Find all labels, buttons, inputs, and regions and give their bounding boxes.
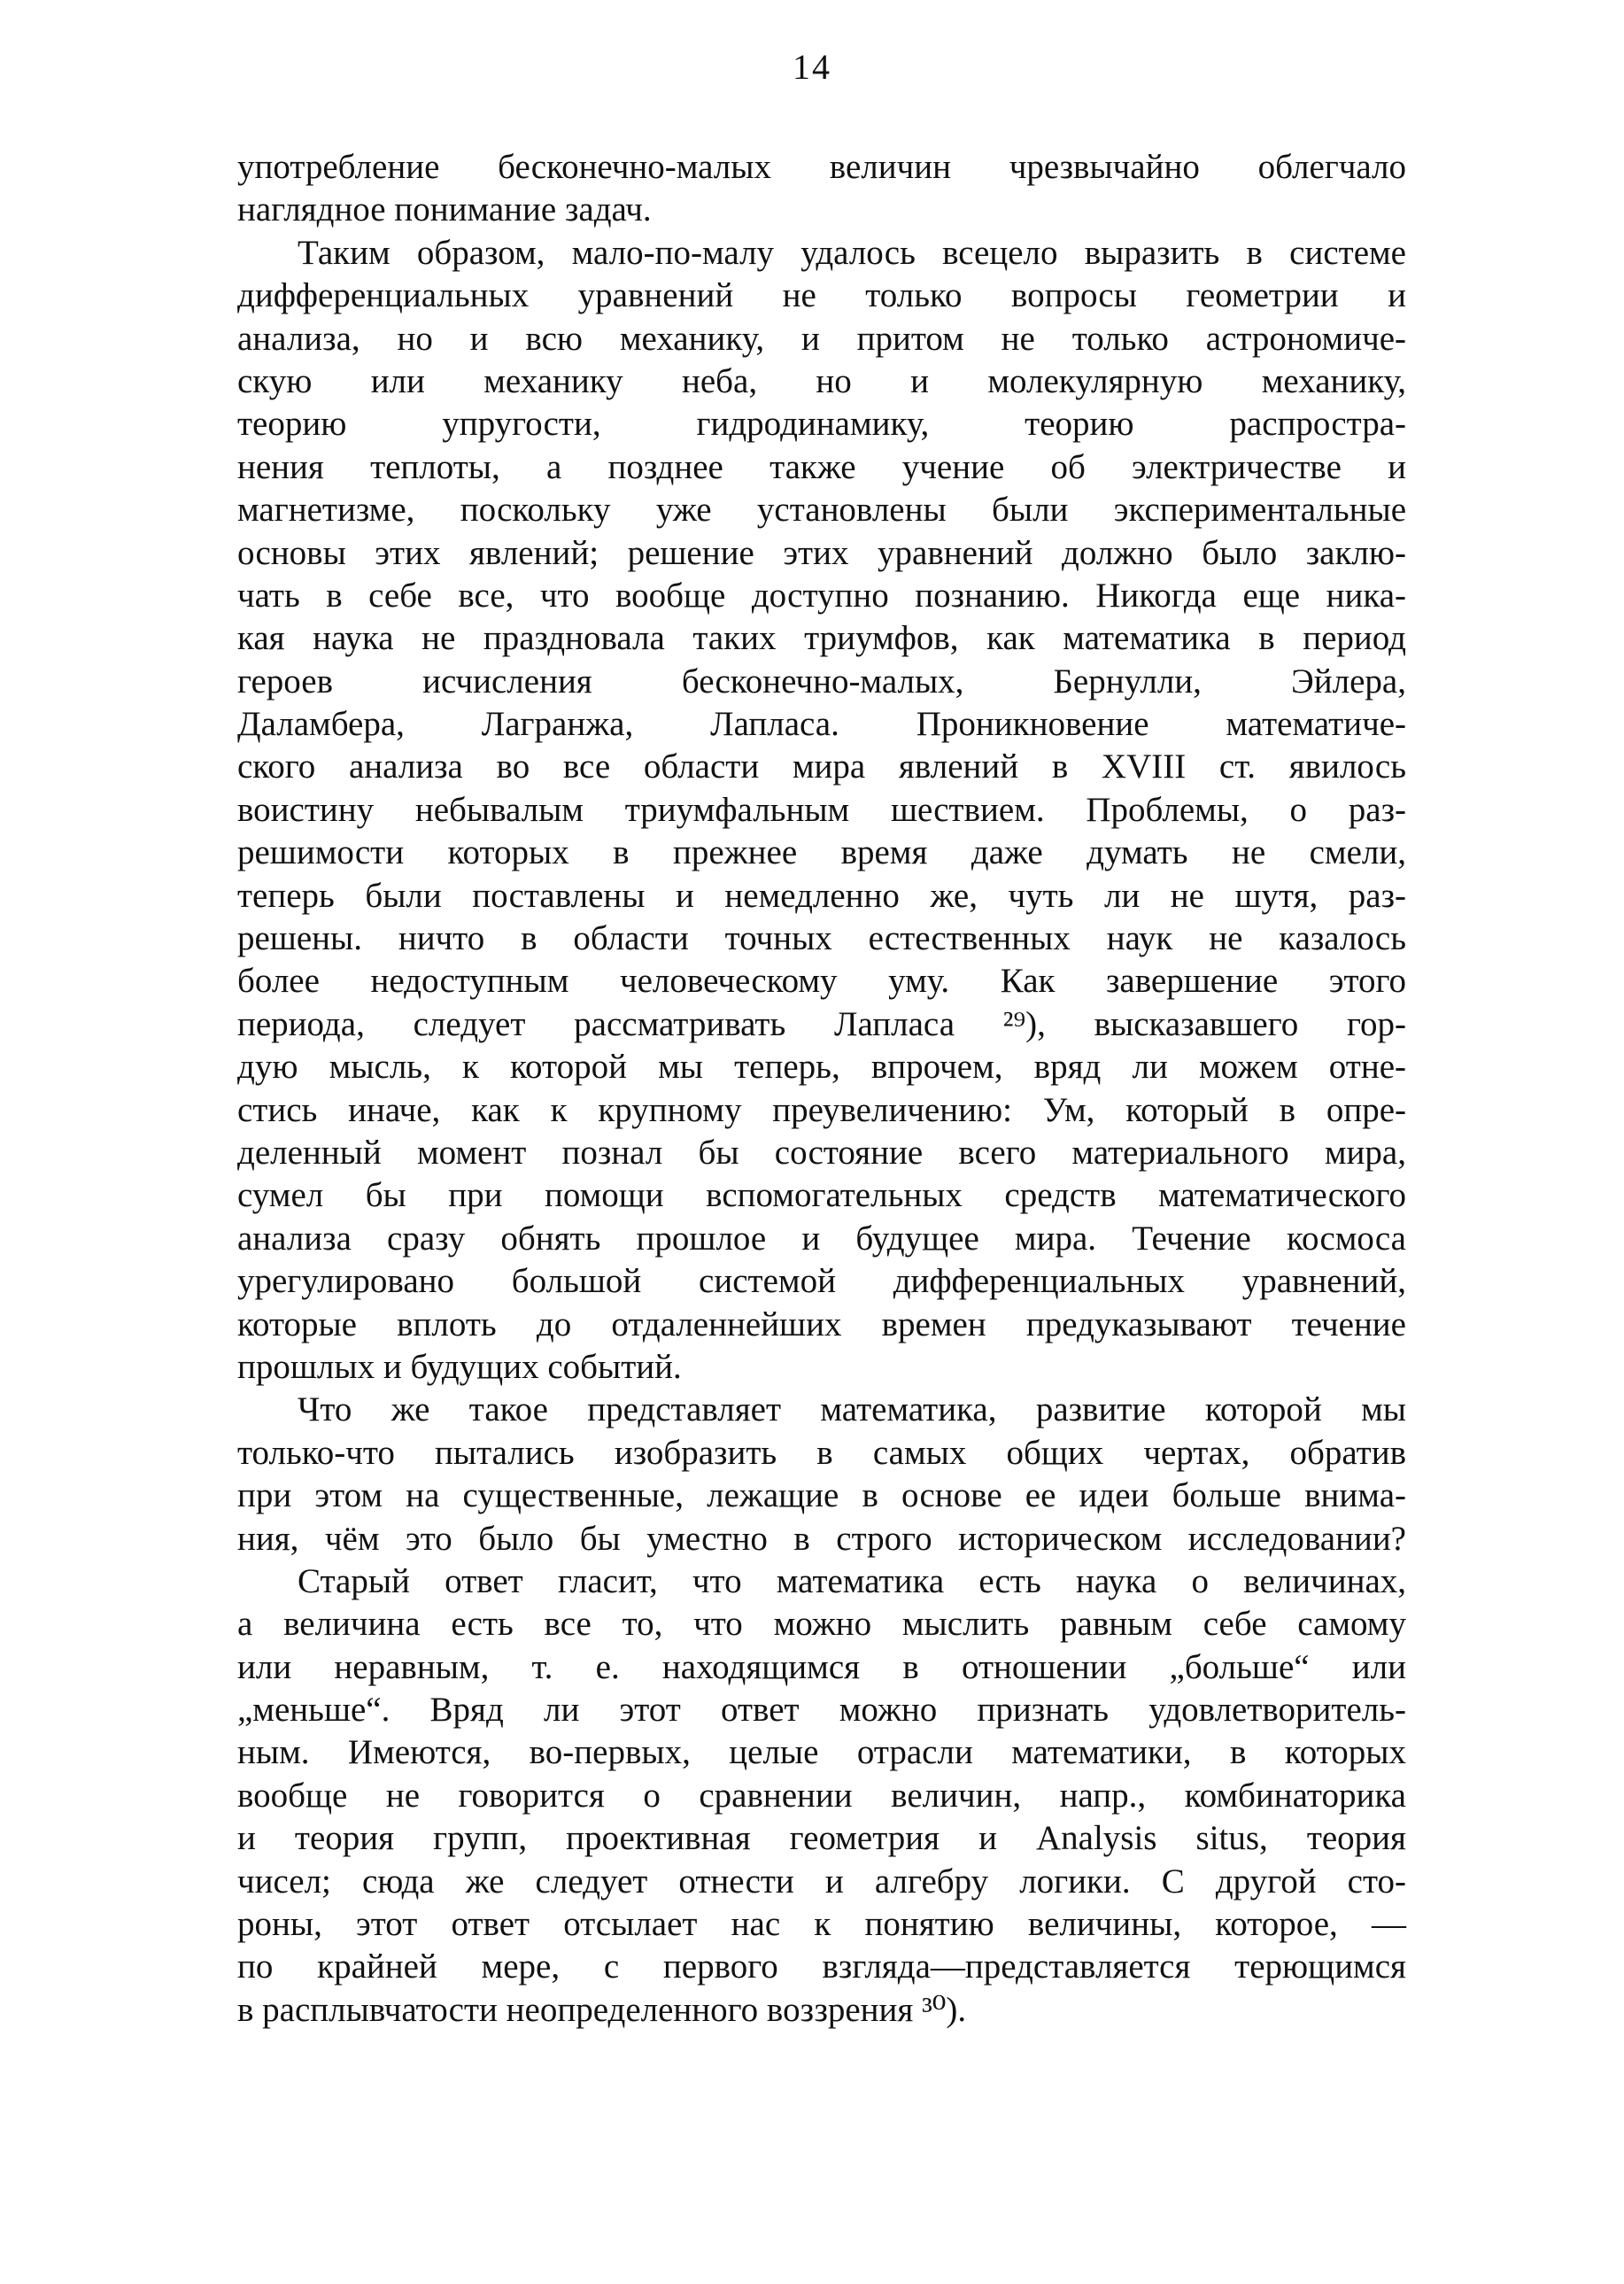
text-line: дифференциальных уравнений не только вопросы геометрии и [237, 276, 1406, 315]
text-line: скую или механику неба, но и молекулярную механику, [237, 361, 1406, 400]
text-line: нения теплоты, а позднее также учение об электричестве и [237, 447, 1406, 486]
text-line: при этом на существенные, лежащие в основе ее идеи больше внима- [237, 1476, 1406, 1515]
text-line: анализа, но и всю механику, и притом не только астрономиче- [237, 319, 1406, 358]
text-line: воистину небывалым триумфальным шествием. Проблемы, о раз- [237, 790, 1406, 829]
text-line: урегулировано большой системой дифференциальных уравнений, [237, 1262, 1406, 1301]
text-line: вообще не говорится о сравнении величин, напр., комбинаторика [237, 1776, 1406, 1815]
text-line: по крайней мере, с первого взгляда—представляется терющимся [237, 1947, 1406, 1986]
text-line: роны, этот ответ отсылает нас к понятию величины, которое, — [237, 1905, 1406, 1944]
text-line: наглядное понимание задач. [237, 190, 652, 229]
text-line: Даламбера, Лагранжа, Лапласа. Проникновение математиче- [237, 705, 1406, 744]
paragraph [237, 146, 1406, 232]
body-text [237, 146, 1406, 2032]
text-line: теорию упругости, гидродинамику, теорию распростра- [237, 405, 1406, 444]
text-line: только-что пытались изобразить в самых общих чертах, обратив [237, 1433, 1406, 1472]
text-line: чисел; сюда же следует отнести и алгебру логики. С другой сто- [237, 1862, 1406, 1901]
text-line: употребление бесконечно-малых величин чрезвычайно облегчало [237, 148, 1406, 186]
paragraph [237, 1389, 1406, 1560]
text-line: основы этих явлений; решение этих уравнений должно было заклю- [237, 533, 1406, 572]
text-line: Что же такое представляет математика, развитие которой мы [298, 1390, 1406, 1429]
text-line: а величина есть все то, что можно мыслить равным себе самому [237, 1605, 1406, 1644]
text-line: кая наука не праздновала таких триумфов, как математика в период [237, 619, 1406, 658]
text-line: в расплывчатости неопределенного воззрения ³⁰). [237, 1990, 967, 2029]
text-line: ным. Имеются, во-первых, целые отрасли математики, в которых [237, 1733, 1406, 1772]
text-line: магнетизме, поскольку уже установлены были экспериментальные [237, 491, 1406, 530]
text-line: решены. ничто в области точных естественных наук не казалось [237, 919, 1406, 958]
page-number: 14 [793, 47, 831, 87]
text-line: дую мысль, к которой мы теперь, впрочем, вряд ли можем отне- [237, 1048, 1406, 1087]
text-line: чать в себе все, что вообще доступно познанию. Никогда еще ника- [237, 576, 1406, 615]
text-line: которые вплоть до отдаленнейших времен предуказывают течение [237, 1305, 1406, 1343]
text-line: Старый ответ гласит, что математика есть наука о величинах, [298, 1561, 1406, 1600]
text-line: анализа сразу обнять прошлое и будущее мира. Течение космоса [237, 1219, 1406, 1258]
text-line: Таким образом, мало-по-малу удалось всецело выразить в системе [298, 233, 1406, 272]
text-line: и теория групп, проективная геометрия и Analysis situs, теория [237, 1819, 1406, 1858]
text-line: героев исчисления бесконечно-малых, Бернулли, Эйлера, [237, 662, 1406, 701]
text-line: теперь были поставлены и немедленно же, чуть ли не шутя, раз- [237, 876, 1406, 915]
text-line: периода, следует рассматривать Лапласа ²⁹), высказавшего гор- [237, 1004, 1406, 1043]
text-line: ского анализа во все области мира явлений в XVIII ст. явилось [237, 747, 1406, 786]
text-line: решимости которых в прежнее время даже думать не смели, [237, 833, 1406, 872]
text-line: деленный момент познал бы состояние всего материального мира, [237, 1133, 1406, 1172]
text-line: „меньше“. Вряд ли этот ответ можно признать удовлетворитель- [237, 1691, 1406, 1730]
text-line: прошлых и будущих событий. [237, 1347, 682, 1386]
text-line: сумел бы при помощи вспомогательных средств математического [237, 1176, 1406, 1215]
text-line: ния, чём это было бы уместно в строго историческом исследовании? [237, 1519, 1406, 1558]
paragraph [237, 232, 1406, 1390]
paragraph [237, 1560, 1406, 2032]
text-line: более недоступным человеческому уму. Как завершение этого [237, 962, 1406, 1001]
text-line: или неравным, т. е. находящимся в отношении „больше“ или [237, 1647, 1406, 1686]
text-line: стись иначе, как к крупному преувеличению: Ум, который в опре- [237, 1090, 1406, 1129]
